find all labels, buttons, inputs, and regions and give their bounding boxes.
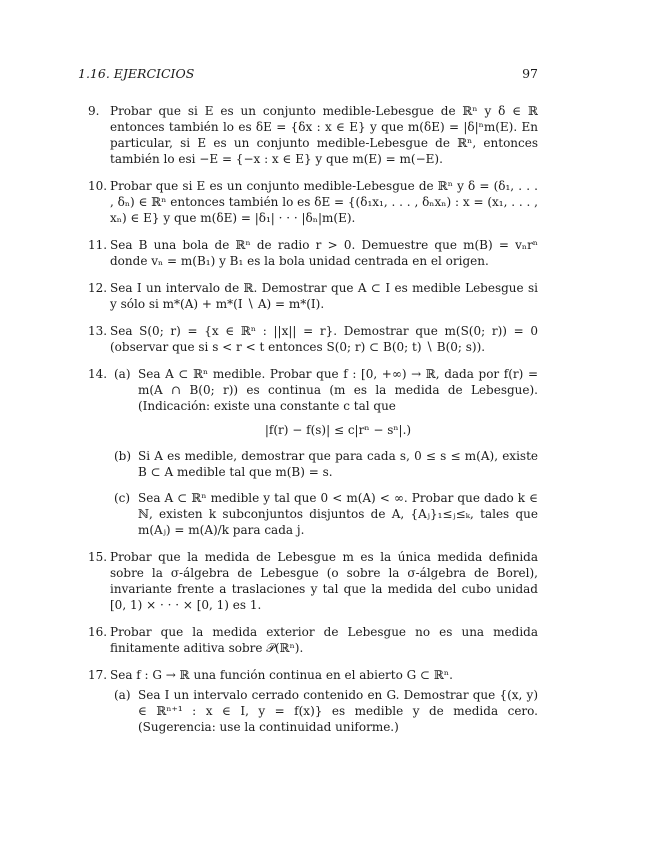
exercise-number: 9. xyxy=(88,104,100,118)
exercise-17 xyxy=(78,667,538,735)
exercise-12 xyxy=(78,280,538,312)
exercise-text: Sea f : G → ℝ una función continua en el abierto G ⊂ ℝⁿ. xyxy=(110,668,453,682)
exercise-number: 13. xyxy=(88,324,108,338)
exercise-number: 10. xyxy=(88,179,108,193)
subpart-text: Sea A ⊂ ℝⁿ medible. Probar que f : [0, +∞) → ℝ, dada por f(r) = m(A ∩ B(0; r)) es continua (m es la medida de Lebesgue). (Indicación: existe una constante c tal que xyxy=(138,367,538,413)
subpart-text: Sea I un intervalo cerrado contenido en G. Demostrar que {(x, y) ∈ ℝⁿ⁺¹ : x ∈ I, y = f(x)} es medible y de medida cero. (Sugerencia: use la continuidad uniforme.) xyxy=(138,688,538,734)
exercise-number: 14. xyxy=(88,367,108,381)
exercise-17a xyxy=(110,687,538,735)
exercise-14a xyxy=(110,366,538,438)
exercise-10 xyxy=(78,178,538,226)
exercise-number: 15. xyxy=(88,550,108,564)
exercise-text: Sea S(0; r) = {x ∈ ℝⁿ : ||x|| = r}. Demostrar que m(S(0; r)) = 0 (observar que si s < r < t entonces S(0; r) ⊂ B(0; t) ∖ B(0; s)). xyxy=(110,324,538,354)
exercise-text: Probar que si E es un conjunto medible-Lebesgue de ℝⁿ y δ = (δ₁, . . . , δₙ) ∈ ℝⁿ entonces también lo es δE = {(δ₁x₁, . . . , δₙxₙ) : x = (x₁, . . . , xₙ) ∈ E} y que m(δE) = |δ₁| · · · |δₙ|m(E). xyxy=(110,179,538,225)
exercise-number: 17. xyxy=(88,668,108,682)
exercise-13 xyxy=(78,323,538,355)
page-number: 97 xyxy=(522,66,538,81)
exercise-text: Probar que la medida de Lebesgue m es la única medida definida sobre la σ-álgebra de Lebesgue (o sobre la σ-álgebra de Borel), invariante frente a traslaciones y tal que la medida del cubo unidad [0, 1) × · · · × [0, 1) es 1. xyxy=(110,550,538,612)
exercise-15 xyxy=(78,549,538,613)
section-title: 1.16. EJERCICIOS xyxy=(78,66,195,81)
subpart-label: (a) xyxy=(114,367,131,381)
exercise-text: Sea B una bola de ℝⁿ de radio r > 0. Demuestre que m(B) = vₙrⁿ donde vₙ = m(B₁) y B₁ es la bola unidad centrada en el origen. xyxy=(110,238,538,268)
subpart-label: (c) xyxy=(114,491,131,505)
exercise-number: 11. xyxy=(88,238,108,252)
exercise-14c xyxy=(110,490,538,538)
exercise-text: Probar que la medida exterior de Lebesgue no es una medida finitamente aditiva sobre 𝒫(ℝⁿ). xyxy=(110,625,538,655)
exercise-number: 16. xyxy=(88,625,108,639)
exercise-text: Sea I un intervalo de ℝ. Demostrar que A ⊂ I es medible Lebesgue si y sólo si m*(A) + m*(I ∖ A) = m*(I). xyxy=(110,281,538,311)
running-header xyxy=(78,66,538,86)
exercise-number: 12. xyxy=(88,281,108,295)
exercise-text: Probar que si E es un conjunto medible-Lebesgue de ℝⁿ y δ ∈ ℝ entonces también lo es δE = {δx : x ∈ E} y que m(δE) = |δ|ⁿm(E). En particular, si E es un conjunto medible-Lebesgue de ℝⁿ, entonces también lo esi −E = {−x : x ∈ E} y que m(E) = m(−E). xyxy=(110,104,538,166)
exercise-16 xyxy=(78,624,538,656)
subpart-text: Si A es medible, demostrar que para cada s, 0 ≤ s ≤ m(A), existe B ⊂ A medible tal que m(B) = s. xyxy=(138,449,538,479)
exercise-14 xyxy=(78,366,538,538)
exercise-11 xyxy=(78,237,538,269)
exercise-list xyxy=(78,103,538,746)
display-equation: |f(r) − f(s)| ≤ c|rⁿ − sⁿ|.) xyxy=(264,423,412,437)
subpart-text: Sea A ⊂ ℝⁿ medible y tal que 0 < m(A) < ∞. Probar que dado k ∈ ℕ, existen k subconjuntos disjuntos de A, {Aⱼ}₁≤ⱼ≤ₖ, tales que m(Aⱼ) = m(A)/k para cada j. xyxy=(138,491,538,537)
subpart-label: (a) xyxy=(114,688,131,702)
subpart-label: (b) xyxy=(114,449,132,463)
exercise-9 xyxy=(78,103,538,167)
exercise-14b xyxy=(110,448,538,480)
